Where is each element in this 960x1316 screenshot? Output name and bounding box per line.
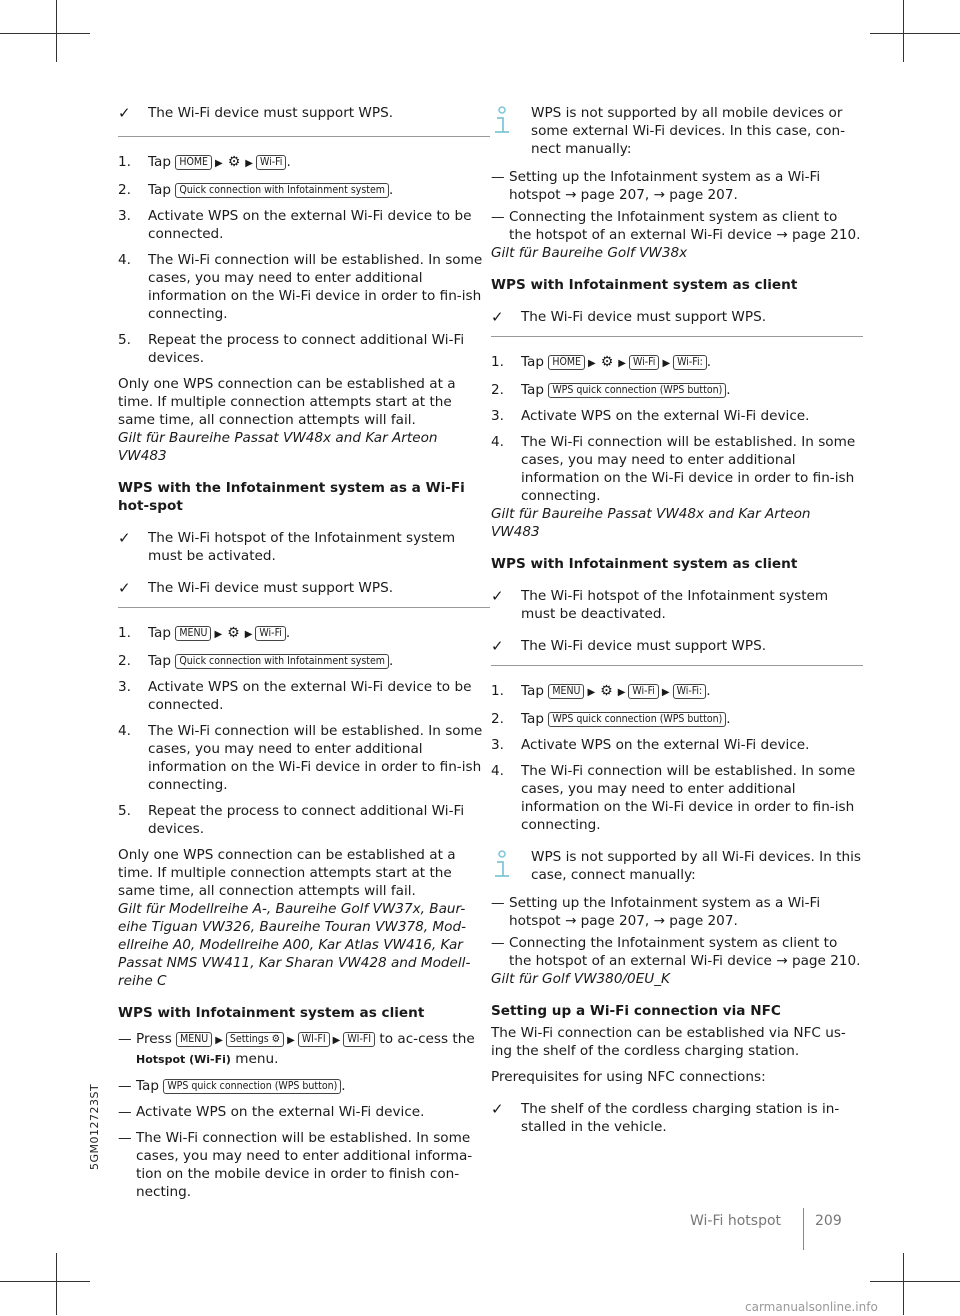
arrow-right-icon: ▶: [661, 687, 670, 698]
info-icon: [491, 850, 513, 880]
gear-icon: ⚙: [600, 683, 613, 699]
check-icon: ✓: [491, 637, 504, 655]
step: 4. The Wi-Fi connection will be established. In some cases, you may need to enter additional information on the Wi-Fi device in order to fin-ish connecting.: [491, 763, 856, 833]
requirement: ✓ The Wi-Fi device must support WPS.: [491, 637, 767, 655]
wifi-key: Wi-Fi:: [673, 684, 707, 699]
requirement: ✓ The Wi-Fi device must support WPS.: [118, 104, 394, 122]
gear-icon: ⚙: [227, 154, 241, 170]
bullet-item: — Press MENU ▶ Settings ⚙ ▶ WI-FI ▶ WI-FI to ac-cess the Hotspot (Wi-Fi) menu.: [118, 1031, 475, 1067]
watermark: carmanualsonline.info: [745, 1300, 878, 1314]
requirement: ✓ The shelf of the cordless charging station is in-stalled in the vehicle.: [491, 1100, 840, 1135]
divider: [118, 607, 490, 608]
settings-key: Settings ⚙: [226, 1032, 284, 1047]
link-arrow-icon: →: [776, 953, 788, 969]
home-key: HOME: [548, 355, 585, 370]
step: 1. Tap HOME ▶ ⚙ ▶ Wi-Fi .: [118, 154, 291, 170]
applicability-note: Gilt für Baureihe Golf VW38x: [491, 245, 688, 261]
divider: [491, 665, 863, 666]
page-link[interactable]: page 207.: [669, 187, 738, 203]
arrow-right-icon: ▶: [587, 687, 596, 698]
step: 4. The Wi-Fi connection will be established. In some cases, you may need to enter additional information on the Wi-Fi device in order to fin-ish connecting.: [491, 434, 856, 504]
page-link[interactable]: page 207,: [580, 913, 650, 929]
arrow-right-icon: ▶: [617, 687, 626, 698]
left-column: [118, 104, 490, 1209]
requirement: ✓ The Wi-Fi hotspot of the Infotainment system must be activated.: [118, 529, 456, 564]
check-icon: ✓: [118, 579, 131, 597]
info-note: WPS is not supported by all Wi-Fi devices. In this case, connect manually:: [491, 848, 863, 884]
section-heading: WPS with Infotainment system as client: [491, 277, 798, 293]
menu-key: MENU: [548, 684, 584, 699]
step: 2. Tap WPS quick connection (WPS button) .: [491, 711, 731, 727]
check-icon: ✓: [118, 529, 131, 547]
requirement: ✓ The Wi-Fi device must support WPS.: [118, 579, 394, 597]
bullet-item: — Connecting the Infotainment system as client to the hotspot of an external Wi-Fi device → page 210.: [491, 209, 861, 243]
bullet-item: — Tap WPS quick connection (WPS button) .: [118, 1078, 346, 1094]
arrow-right-icon: ▶: [618, 358, 626, 369]
page-link[interactable]: page 207,: [580, 187, 650, 203]
paragraph: The Wi-Fi connection can be established via NFC us-ing the shelf of the cordless charging station.: [491, 1025, 846, 1059]
step: 5. Repeat the process to connect additional Wi-Fi devices.: [118, 332, 465, 366]
section-heading: Setting up a Wi-Fi connection via NFC: [491, 1003, 781, 1019]
quick-connection-key: Quick connection with Infotainment system: [175, 654, 389, 669]
step: 1. Tap MENU ▶ ⚙ ▶ Wi-Fi .: [118, 625, 291, 641]
check-icon: ✓: [118, 104, 131, 122]
wifi-key: WI-FI: [298, 1032, 330, 1047]
arrow-right-icon: ▶: [244, 629, 253, 640]
menu-key: MENU: [176, 1032, 212, 1047]
bullet-item: — Connecting the Infotainment system as client to the hotspot of an external Wi-Fi device → page 210.: [491, 935, 861, 969]
crop-mark: [0, 1281, 90, 1282]
step: 1. Tap MENU ▶ ⚙ ▶ Wi-Fi ▶ Wi-Fi: .: [491, 683, 711, 699]
quick-connection-key: Quick connection with Infotainment system: [175, 183, 389, 198]
link-arrow-icon: →: [776, 227, 788, 243]
crop-mark: [56, 1253, 57, 1315]
gear-icon: ⚙: [227, 625, 240, 641]
applicability-note: Gilt für Modellreihe A-, Baureihe Golf VW37x, Baur-eihe Tiguan VW326, Baureihe Touran VW378, Mod-ellreihe A0, Modellreihe A00, Kar Atlas VW416, Kar Passat NMS VW411, Kar Sharan VW428 and Modell-reihe C: [118, 901, 471, 989]
paragraph: Prerequisites for using NFC connections:: [491, 1069, 766, 1085]
step: 2. Tap Quick connection with Infotainment system .: [118, 653, 394, 669]
wifi-key: Wi-Fi: [628, 684, 658, 699]
link-arrow-icon: →: [564, 187, 577, 203]
arrow-right-icon: ▶: [588, 358, 596, 369]
footer-divider: [803, 1208, 804, 1250]
section-heading: WPS with Infotainment system as client: [118, 1005, 425, 1021]
step: 4. The Wi-Fi connection will be established. In some cases, you may need to enter additional information on the Wi-Fi device in order to fin-ish connecting.: [118, 723, 483, 793]
check-icon: ✓: [491, 308, 504, 326]
bullet-item: — Setting up the Infotainment system as a Wi-Fi hotspot → page 207, → page 207.: [491, 169, 821, 203]
step: 4. The Wi-Fi connection will be established. In some cases, you may need to enter additional information on the Wi-Fi device in order to fin-ish connecting.: [118, 252, 483, 322]
page-number: 209: [815, 1213, 842, 1229]
arrow-right-icon: ▶: [215, 1035, 223, 1046]
crop-mark: [0, 33, 90, 34]
requirement: ✓ The Wi-Fi hotspot of the Infotainment system must be deactivated.: [491, 587, 829, 622]
wifi-key: Wi-Fi: [629, 355, 659, 370]
check-icon: ✓: [491, 587, 504, 605]
arrow-right-icon: ▶: [245, 158, 253, 169]
wps-button-key: WPS quick connection (WPS button): [548, 712, 726, 727]
crop-mark: [903, 1253, 904, 1315]
section-heading: WPS with Infotainment system as client: [491, 556, 798, 572]
wifi-key: Wi-Fi:: [673, 355, 707, 370]
divider: [118, 136, 490, 137]
info-note: WPS is not supported by all mobile devices or some external Wi-Fi devices. In this case, con-nect manually:: [491, 104, 863, 158]
menu-key: MENU: [175, 626, 211, 641]
info-icon: [491, 106, 513, 136]
check-icon: ✓: [491, 1100, 504, 1118]
step: 1. Tap HOME ▶ ⚙ ▶ Wi-Fi ▶ Wi-Fi: .: [491, 354, 712, 370]
note: Only one WPS connection can be established at a time. If multiple connection attempts start at the same time, all connection attempts will fail.: [118, 376, 456, 428]
footer-chapter-title: Wi-Fi hotspot: [690, 1213, 782, 1229]
crop-mark: [870, 33, 960, 34]
step: 2. Tap WPS quick connection (WPS button) .: [491, 382, 731, 398]
crop-mark: [56, 0, 57, 62]
page-link[interactable]: page 210.: [791, 227, 861, 243]
step: 3. Activate WPS on the external Wi-Fi device to be connected.: [118, 679, 472, 713]
requirement: ✓ The Wi-Fi device must support WPS.: [491, 308, 767, 326]
link-arrow-icon: →: [564, 913, 577, 929]
applicability-note: Gilt für Baureihe Passat VW48x and Kar Arteon VW483: [118, 430, 438, 464]
bullet-item: — Setting up the Infotainment system as a Wi-Fi hotspot → page 207, → page 207.: [491, 895, 821, 929]
wifi-key: Wi-Fi: [256, 155, 286, 170]
arrow-right-icon: ▶: [287, 1035, 295, 1046]
divider: [491, 336, 863, 337]
link-arrow-icon: →: [653, 187, 665, 203]
arrow-right-icon: ▶: [215, 158, 223, 169]
step: 2. Tap Quick connection with Infotainment system .: [118, 182, 394, 198]
applicability-note: Gilt für Golf VW380/0EU_K: [491, 971, 670, 987]
gear-icon: ⚙: [600, 354, 614, 370]
section-heading: WPS with the Infotainment system as a Wi-Fi hot-spot: [118, 480, 465, 514]
arrow-right-icon: ▶: [214, 629, 223, 640]
arrow-right-icon: ▶: [662, 358, 671, 369]
page-link[interactable]: page 210.: [791, 953, 861, 969]
step: 3. Activate WPS on the external Wi-Fi device.: [491, 408, 810, 424]
crop-mark: [903, 0, 904, 62]
bullet-item: — The Wi-Fi connection will be established. In some cases, you may need to enter additional informa-tion on the mobile device in order to finish con-necting.: [118, 1130, 473, 1200]
wifi-key: WI-FI: [343, 1032, 375, 1047]
menu-name: Hotspot (Wi-Fi): [136, 1053, 231, 1066]
applicability-note: Gilt für Baureihe Passat VW48x and Kar Arteon VW483: [491, 506, 811, 540]
document-code: 5GM012723ST: [88, 1083, 101, 1170]
crop-mark: [870, 1281, 960, 1282]
step: 3. Activate WPS on the external Wi-Fi device.: [491, 737, 810, 753]
step: 5. Repeat the process to connect additional Wi-Fi devices.: [118, 803, 465, 837]
page-link[interactable]: page 207.: [669, 913, 738, 929]
home-key: HOME: [175, 155, 212, 170]
wps-button-key: WPS quick connection (WPS button): [163, 1079, 341, 1094]
note: Only one WPS connection can be established at a time. If multiple connection attempts start at the same time, all connection attempts will fail.: [118, 847, 456, 899]
step: 3. Activate WPS on the external Wi-Fi device to be connected.: [118, 208, 472, 242]
bullet-item: — Activate WPS on the external Wi-Fi device.: [118, 1104, 425, 1120]
wps-button-key: WPS quick connection (WPS button): [548, 383, 726, 398]
link-arrow-icon: →: [653, 913, 665, 929]
wifi-key: Wi-Fi: [255, 626, 285, 641]
arrow-right-icon: ▶: [332, 1035, 341, 1046]
right-column: [491, 104, 863, 1150]
